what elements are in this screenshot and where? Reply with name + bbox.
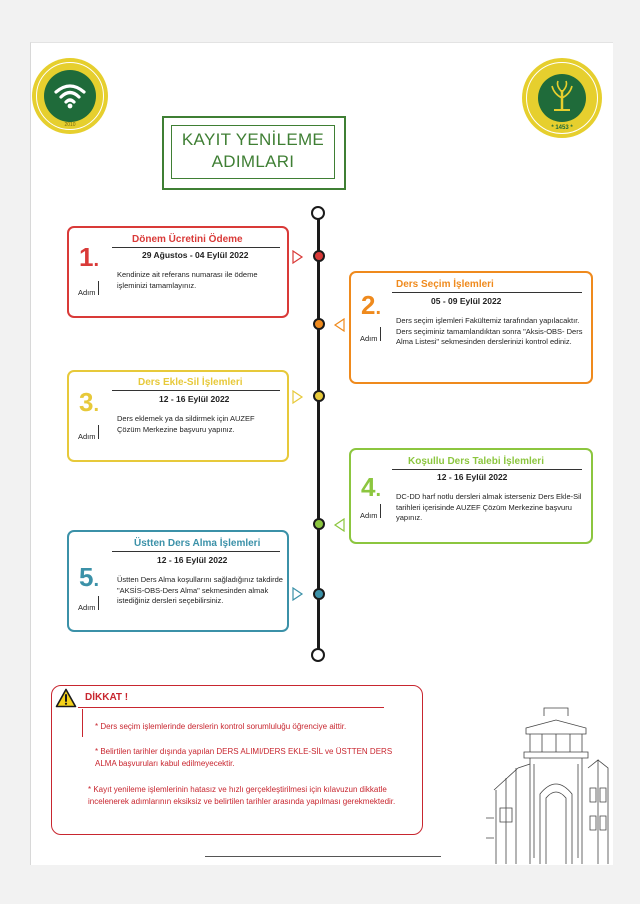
warning-title: DİKKAT ! [85, 692, 129, 703]
timeline-start [311, 206, 325, 220]
step-label-divider-1 [98, 281, 99, 295]
step-date-5: 12 - 16 Eylül 2022 [157, 555, 228, 565]
timeline-dot-5 [313, 588, 325, 600]
pointer-arrow-1 [292, 250, 304, 264]
step-label-divider-4 [380, 504, 381, 518]
warning-icon [55, 688, 77, 708]
warning-side-rule [82, 709, 83, 737]
step-text-3: Ders eklemek ya da sildirmek için AUZEF Çözüm Merkezine başvuru yapınız. [117, 414, 255, 434]
warning-title-rule [78, 707, 384, 708]
step-title-2: Ders Seçim İşlemleri [396, 279, 494, 290]
step-number-1: 1. [79, 242, 100, 272]
timeline-dot-2 [313, 318, 325, 330]
page-title-line1: KAYIT YENİLEME [181, 130, 325, 149]
step-text-5: Üstten Ders Alma koşullarını sağladığınız takdirde "AKSİS-OBS-Ders Alma" sekmesinden almak istediğiniz dersleri seçebilirsiniz. [117, 575, 283, 605]
step-text-2: Ders seçim işlemleri Fakültemiz tarafından yapılacaktır. Ders seçiminiz tamamlandıktan sonra "Aksis-OBS- Ders Alma Listesi" sekmesinden derslerinizi kontrol ediniz. [396, 316, 583, 346]
step-label-5: Adım [78, 603, 96, 612]
step-text-4: DC-DD harf notlu dersleri almak isterseniz Ders Ekle-Sil tarihleri içerisinde AUZEF Çözüm Merkezine başvuru yapınız. [396, 492, 582, 522]
step-label-divider-5 [98, 596, 99, 610]
step-number-2: 2. [361, 290, 382, 320]
step-label-2: Adım [360, 334, 378, 343]
step-rule-2 [392, 292, 582, 293]
step-number-5: 5. [79, 562, 100, 592]
step-title-3: Ders Ekle-Sil İşlemleri [138, 377, 243, 388]
step-number-3: 3. [79, 387, 100, 417]
step-label-divider-2 [380, 327, 381, 341]
step-label-4: Adım [360, 511, 378, 520]
wifi-icon [52, 76, 88, 112]
step-date-1: 29 Ağustos - 04 Eylül 2022 [142, 250, 249, 260]
step-rule-4 [392, 469, 582, 470]
bottom-rule [205, 856, 441, 857]
step-date-2: 05 - 09 Eylül 2022 [431, 296, 502, 306]
pointer-arrow-5 [292, 587, 304, 601]
logo-year: 2010 [64, 122, 76, 128]
warning-item-3: * Kayıt yenileme işlemlerinin hatasız ve hızlı gerçekleştirilmesi için kılavuzun dikkatle incelenerek adımlarının eksiksiz ve belirtilen tarihler arasında yapılması gerekmektedir. [88, 785, 396, 806]
seal-year: * 1453 * [551, 125, 573, 131]
pointer-arrow-3 [292, 390, 304, 404]
timeline-dot-1 [313, 250, 325, 262]
warning-item-2: * Belirtilen tarihler dışında yapılan DERS ALIMI/DERS EKLE-SİL ve ÜSTTEN DERS ALMA başvuruları kabul edilmeyecektir. [95, 747, 393, 768]
pointer-arrow-2 [333, 318, 345, 332]
step-text-1: Kendinize ait referans numarası ile ödeme işleminizi tamamlayınız. [117, 270, 258, 290]
tree-icon [542, 76, 582, 116]
step-label-divider-3 [98, 425, 99, 439]
pointer-arrow-4 [333, 518, 345, 532]
step-title-5: Üstten Ders Alma İşlemleri [134, 538, 261, 549]
step-number-4: 4. [361, 472, 382, 502]
timeline-end [311, 648, 325, 662]
page-title-line2: ADIMLARI [211, 152, 295, 171]
warning-item-1: * Ders seçim işlemlerinde derslerin kontrol sorumluluğu öğrenciye aittir. [95, 722, 347, 731]
step-date-4: 12 - 16 Eylül 2022 [437, 472, 508, 482]
timeline-dot-3 [313, 390, 325, 402]
step-title-4: Koşullu Ders Talebi İşlemleri [408, 456, 544, 467]
istanbul-university-seal [522, 58, 602, 138]
university-gate-illustration [486, 698, 612, 864]
step-label-1: Adım [78, 288, 96, 297]
step-date-3: 12 - 16 Eylül 2022 [159, 394, 230, 404]
step-rule-3 [112, 390, 280, 391]
auzef-logo [32, 58, 108, 134]
step-title-1: Dönem Ücretini Ödeme [132, 234, 243, 245]
step-rule-5 [112, 551, 280, 552]
step-rule-1 [112, 247, 280, 248]
step-label-3: Adım [78, 432, 96, 441]
timeline-dot-4 [313, 518, 325, 530]
